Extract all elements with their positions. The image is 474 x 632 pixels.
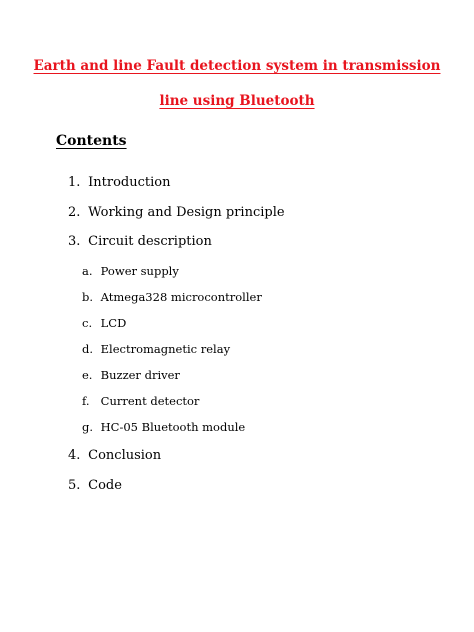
toc-subitem-letter: f. <box>82 394 90 408</box>
toc-item-conclusion <box>68 448 161 463</box>
toc-subitem-label: Current detector <box>100 394 200 408</box>
toc-subitem-label: Buzzer driver <box>100 368 180 382</box>
toc-subitem-letter: g. <box>82 420 94 434</box>
toc-subitem-buzzer-driver <box>82 368 180 382</box>
toc-item-number: 2. <box>68 205 81 220</box>
contents-heading: Contents <box>56 133 127 149</box>
toc-subitem-letter: b. <box>82 290 94 304</box>
toc-item-number: 5. <box>68 478 81 493</box>
title-line-1: Earth and line Fault detection system in transmission <box>33 58 441 74</box>
toc-item-working-design <box>68 205 285 220</box>
toc-subitem-label: Power supply <box>100 264 179 278</box>
toc-item-label: Code <box>88 478 122 493</box>
toc-subitem-bluetooth-module <box>82 420 245 434</box>
toc-subitem-relay <box>82 342 230 356</box>
toc-item-introduction <box>68 175 170 190</box>
toc-subitem-label: HC-05 Bluetooth module <box>100 420 246 434</box>
toc-item-label: Circuit description <box>88 234 212 249</box>
toc-subitem-label: Atmega328 microcontroller <box>100 290 262 304</box>
toc-item-number: 4. <box>68 448 81 463</box>
toc-subitem-current-detector <box>82 394 199 408</box>
toc-subitem-power-supply <box>82 264 179 278</box>
toc-subitem-microcontroller <box>82 290 262 304</box>
toc-item-label: Introduction <box>88 175 171 190</box>
toc-subitem-lcd <box>82 316 126 330</box>
toc-subitem-letter: c. <box>82 316 93 330</box>
toc-subitem-letter: a. <box>82 264 93 278</box>
toc-item-label: Conclusion <box>88 448 162 463</box>
toc-item-circuit-description <box>68 234 212 249</box>
toc-item-label: Working and Design principle <box>88 205 285 220</box>
toc-subitem-label: Electromagnetic relay <box>100 342 231 356</box>
toc-subitem-letter: e. <box>82 368 93 382</box>
toc-subitem-label: LCD <box>100 316 127 330</box>
toc-subitem-letter: d. <box>82 342 94 356</box>
toc-item-number: 3. <box>68 234 81 249</box>
title-line-2: line using Bluetooth <box>159 93 315 109</box>
toc-item-number: 1. <box>68 175 81 190</box>
toc-item-code <box>68 478 122 493</box>
